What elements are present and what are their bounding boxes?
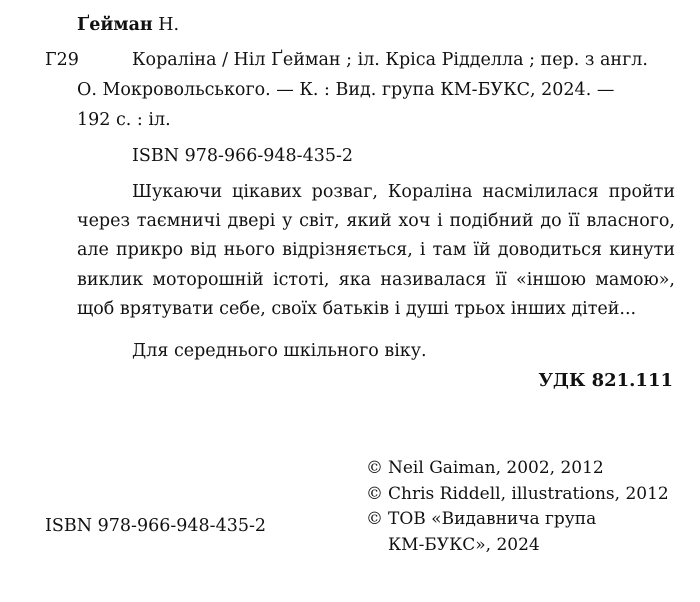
copyright-line (366, 456, 669, 482)
copyright-text: Neil Gaiman, 2002, 2012 (388, 458, 604, 478)
copyright-text: КМ-БУКС», 2024 (388, 534, 540, 555)
bibliographic-description-line-2: О. Мокровольського. — К. : Вид. група КМ-БУКС, 2024. — (77, 80, 615, 100)
copyright-icon: © (366, 458, 383, 478)
author-initial: Н. (158, 15, 180, 35)
copyright-line (366, 507, 669, 533)
catalog-code: Г29 (45, 50, 79, 70)
author-surname: Ґейман (77, 15, 153, 35)
bibliographic-description-line-1: Кораліна / Ніл Ґейман ; іл. Кріса Рідделла ; пер. з англ. (132, 50, 648, 70)
audience-note: Для середнього шкільного віку. (132, 341, 427, 361)
catalog-isbn: ISBN 978-966-948-435-2 (132, 146, 354, 166)
annotation (77, 178, 675, 324)
udk-code: УДК 821.111 (538, 370, 673, 391)
author-heading (77, 13, 179, 38)
copyright-line (366, 482, 669, 508)
copyright-icon: © (366, 483, 383, 504)
copyright-text: Chris Riddell, illustrations, 2012 (388, 483, 669, 504)
copyright-text: ТОВ «Видавнича група (388, 509, 597, 529)
copyright-icon: © (366, 509, 383, 529)
copyright-block (366, 456, 669, 558)
footer-isbn: ISBN 978-966-948-435-2 (45, 516, 267, 536)
bibliographic-description-line-3: 192 с. : іл. (77, 110, 171, 130)
copyright-line (366, 533, 669, 559)
annotation-text: Шукаючи цікавих розваг, Кораліна насмілилася пройти через таємничі двері у світ, який хоч і подібний до її власного, але прикро від нього відрізняється, і там їй доводиться кинути виклик моторошній істоті, яка називалася її «іншою мамою», щоб врятувати себе, своїх батьків і душі трьох інших дітей... (77, 182, 675, 319)
